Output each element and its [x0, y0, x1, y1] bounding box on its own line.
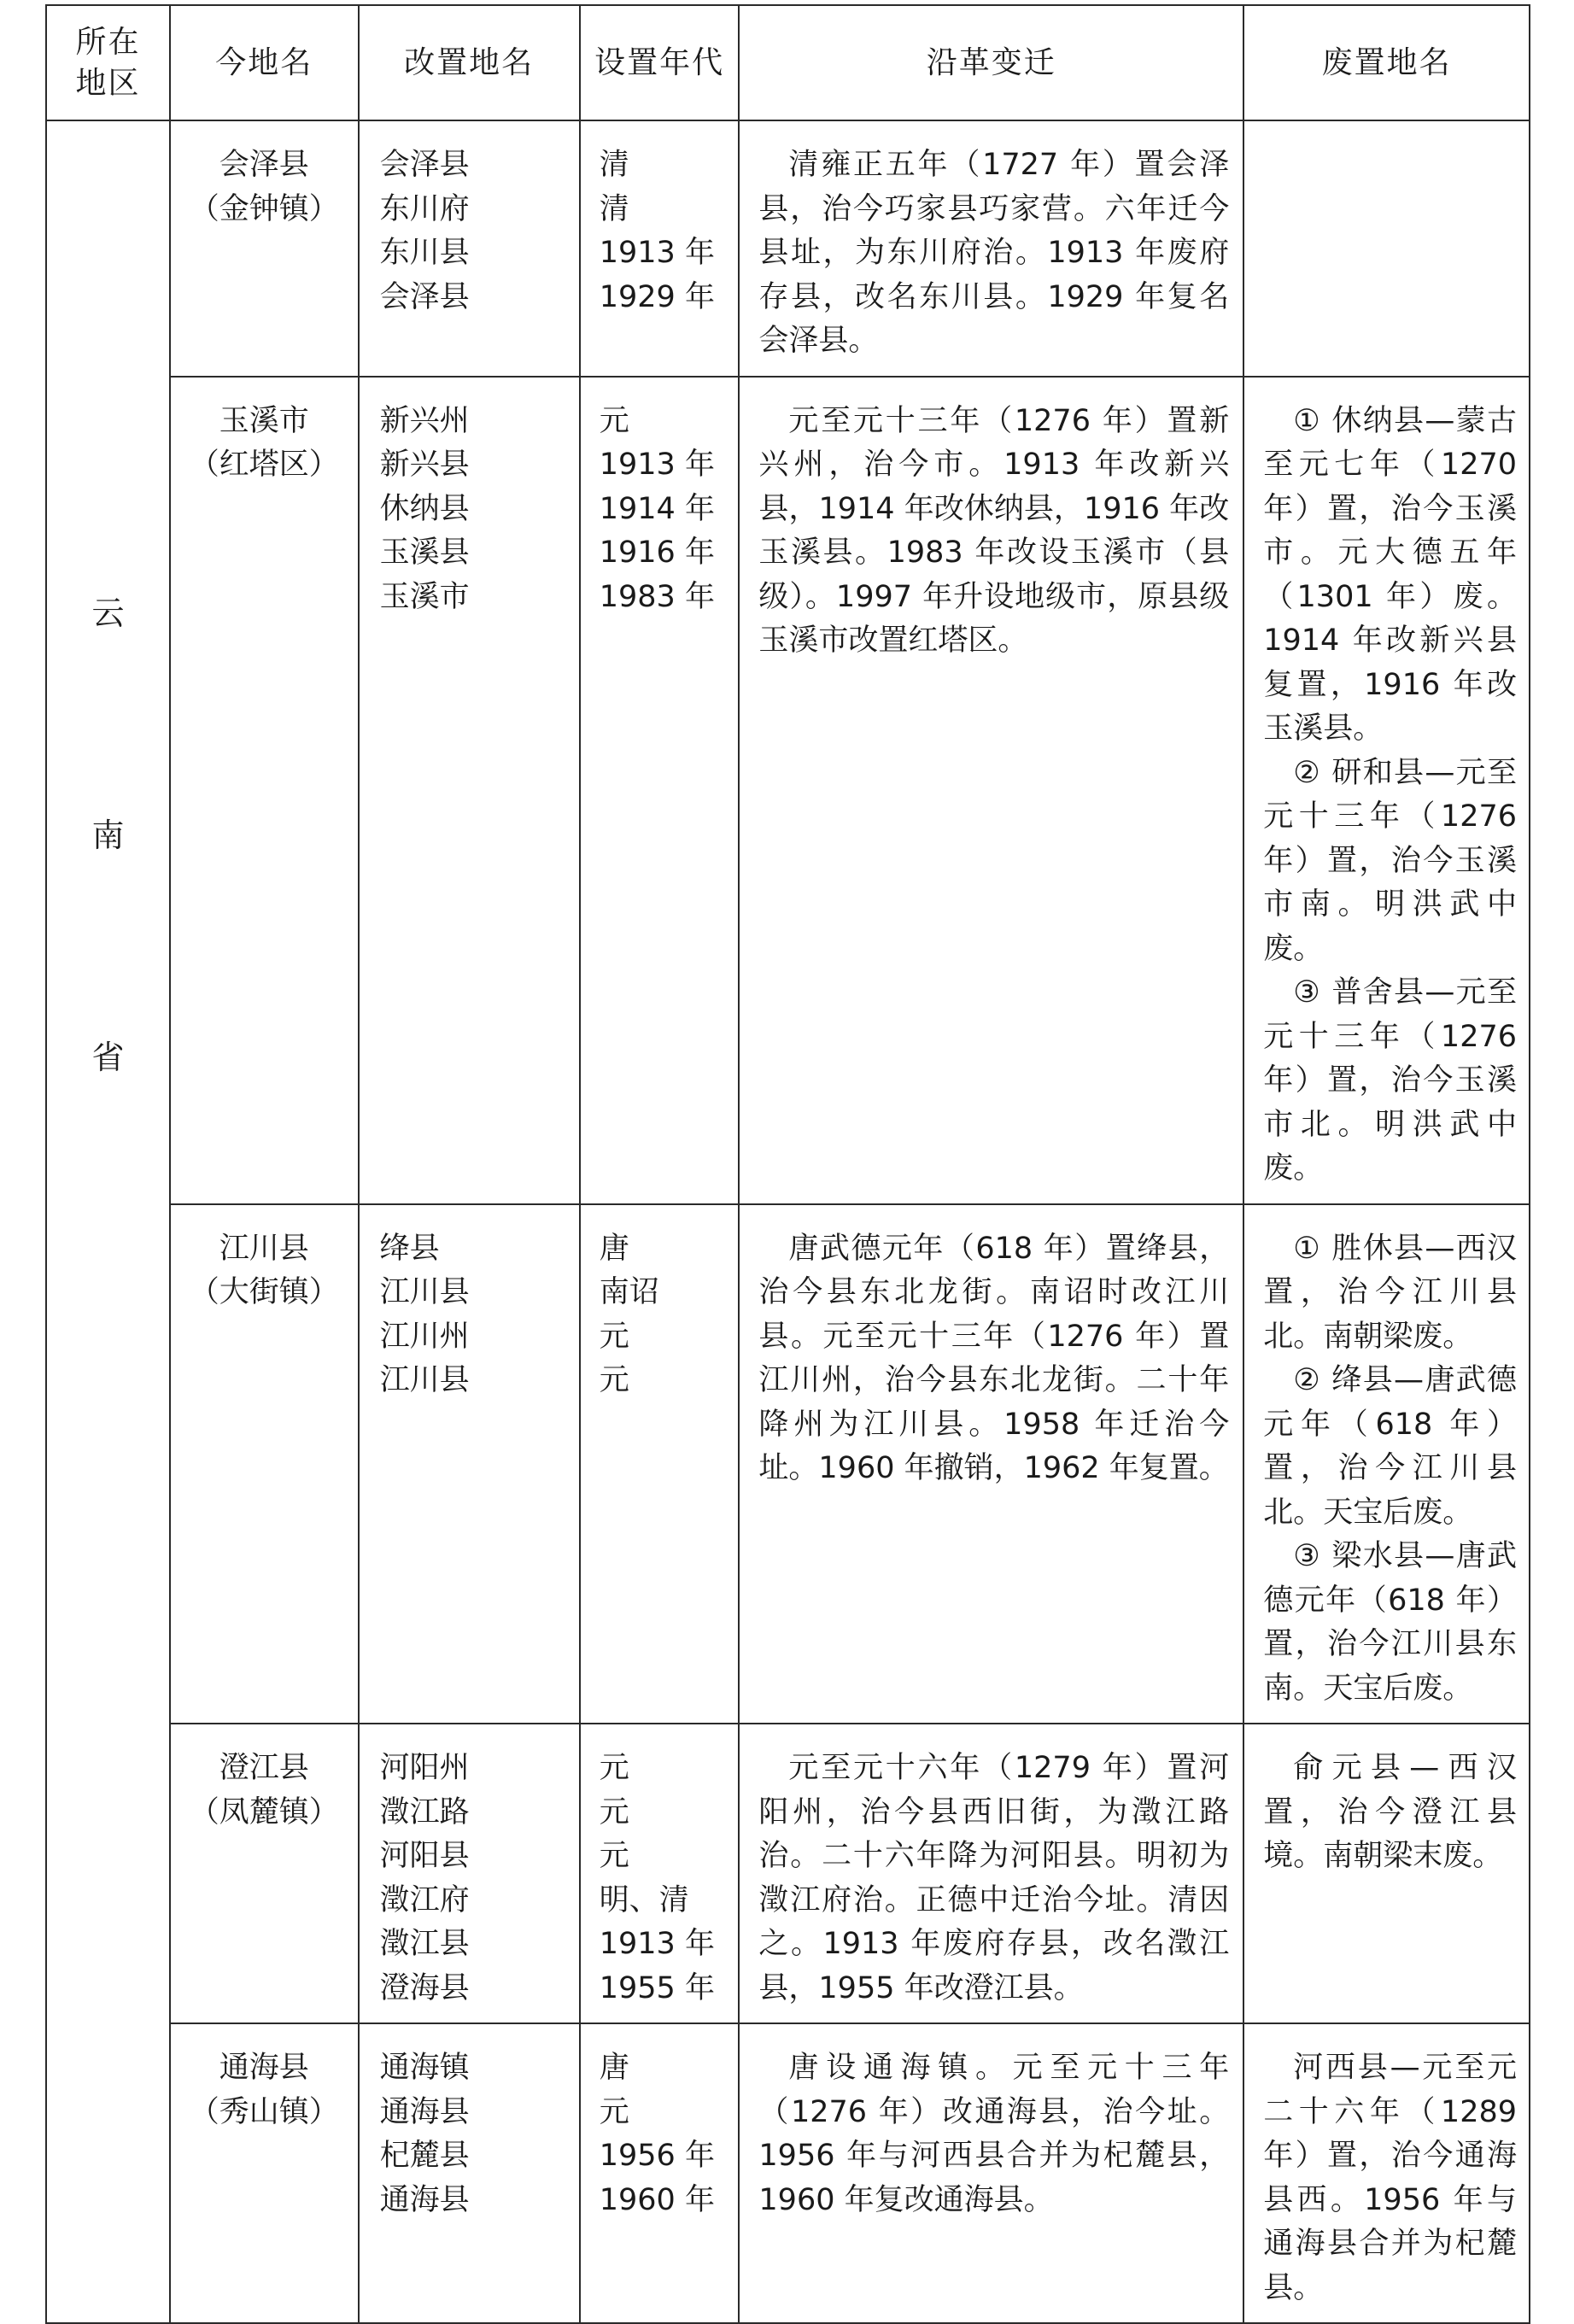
history-cell: [739, 2023, 1243, 2323]
history-text: 清雍正五年（1727 年）置会泽县，治今巧家县巧家营。六年迁今县址，为东川府治。1913 年废府存县，改名东川县。1929 年复名会泽县。: [758, 148, 1230, 358]
abolished-item: ② 研和县—元至元十三年（1276 年）置，治今玉溪市南。明洪武中废。: [1263, 755, 1517, 966]
renamed-item: 河阳县: [379, 1839, 470, 1873]
year-item: 清: [599, 191, 629, 226]
renamed-item: 玉溪县: [379, 536, 470, 570]
renamed-item: 通海镇: [379, 2051, 470, 2085]
history-cell: [739, 1204, 1243, 1724]
year-item: 元: [599, 1839, 629, 1873]
year-cell: [580, 2023, 740, 2323]
renamed-item: 通海县: [379, 2182, 470, 2217]
renamed-item: 澂江路: [379, 1794, 470, 1829]
renamed-item: 澂江府: [379, 1882, 470, 1917]
year-item: 唐: [599, 2051, 629, 2085]
table-row: [46, 120, 1530, 377]
year-item: 南诏: [599, 1275, 659, 1309]
header-region-line1: 所在: [75, 24, 141, 60]
renamed-item: 会泽县: [379, 148, 470, 182]
renamed-item: 新兴州: [379, 403, 470, 438]
county-seat: （凤麓镇）: [189, 1794, 339, 1829]
renamed-cell: [359, 120, 580, 377]
year-item: 1956 年: [599, 2139, 715, 2173]
county-seat: （红塔区）: [189, 448, 339, 482]
county-name: 通海县: [219, 2051, 309, 2085]
renamed-item: 澂江县: [379, 1927, 470, 1961]
header-region: [46, 5, 170, 120]
county-name: 江川县: [219, 1231, 309, 1266]
renamed-item: 新兴县: [379, 448, 470, 482]
renamed-item: 东川县: [379, 236, 470, 270]
county-name: 玉溪市: [219, 403, 309, 438]
year-cell: [580, 120, 740, 377]
table-row: [46, 1724, 1530, 2023]
year-cell: [580, 1724, 740, 2023]
county-seat: （秀山镇）: [189, 2094, 339, 2129]
header-current-name: 今地名: [170, 5, 359, 120]
renamed-item: 绛县: [379, 1231, 440, 1266]
year-item: 1960 年: [599, 2182, 715, 2217]
abolished-cell: [1243, 120, 1530, 377]
renamed-item: 通海县: [379, 2094, 470, 2129]
renamed-item: 休纳县: [379, 491, 470, 526]
current-name-cell: [170, 120, 359, 377]
renamed-cell: [359, 2023, 580, 2323]
current-name-cell: [170, 1724, 359, 2023]
year-cell: [580, 1204, 740, 1724]
year-item: 清: [599, 148, 629, 182]
year-item: 1955 年: [599, 1970, 715, 2005]
history-cell: [739, 120, 1243, 377]
abolished-item: 河西县—元至元二十六年（1289 年）置，治今通海县西。1956 年与通海县合并为杞麓县。: [1263, 2051, 1517, 2305]
header-history: 沿革变迁: [739, 5, 1243, 120]
renamed-item: 东川府: [379, 191, 470, 226]
year-item: 1913 年: [599, 448, 715, 482]
history-text: 元至元十三年（1276 年）置新兴州，治今市。1913 年改新兴县，1914 年改休纳县，1916 年改玉溪县。1983 年改设玉溪市（县级）。1997 年升设地级市，原县级玉溪市改置红塔区。: [758, 403, 1230, 658]
renamed-item: 江川州: [379, 1319, 470, 1354]
table-row: [46, 1204, 1530, 1724]
header-year: 设置年代: [580, 5, 740, 120]
header-abolished: 废置地名: [1243, 5, 1530, 120]
abolished-cell: [1243, 1724, 1530, 2023]
header-renamed: 改置地名: [359, 5, 580, 120]
renamed-item: 河阳州: [379, 1751, 470, 1785]
abolished-item: ③ 普舍县—元至元十三年（1276 年）置，治今玉溪市北。明洪武中废。: [1263, 975, 1517, 1185]
history-cell: [739, 1724, 1243, 2023]
gazetteer-table: [45, 4, 1530, 2324]
county-seat: （大街镇）: [189, 1275, 339, 1309]
abolished-item: ① 休纳县—蒙古至元七年（1270 年）置，治今玉溪市。元大德五年（1301 年）废。1914 年改新兴县复置，1916 年改玉溪县。: [1263, 403, 1517, 746]
year-item: 元: [599, 1751, 629, 1785]
year-item: 1913 年: [599, 236, 715, 270]
renamed-item: 玉溪市: [379, 579, 470, 614]
history-text: 元至元十六年（1279 年）置河阳州，治今县西旧街，为澂江路治。二十六年降为河阳县。明初为澂江府治。正德中迁治今址。清因之。1913 年废府存县，改名澂江县，1955 年改澄江县。: [758, 1751, 1230, 2005]
year-item: 元: [599, 1794, 629, 1829]
year-item: 1916 年: [599, 536, 715, 570]
abolished-cell: [1243, 1204, 1530, 1724]
abolished-item: ① 胜休县—西汉置，治今江川县北。南朝梁废。: [1263, 1231, 1517, 1354]
abolished-item: ③ 梁水县—唐武德元年（618 年）置，治今江川县东南。天宝后废。: [1263, 1539, 1517, 1706]
current-name-cell: [170, 1204, 359, 1724]
year-item: 唐: [599, 1231, 629, 1266]
year-item: 1929 年: [599, 279, 715, 314]
abolished-cell: [1243, 377, 1530, 1204]
year-item: 明、清: [599, 1882, 689, 1917]
renamed-item: 江川县: [379, 1363, 470, 1397]
history-text: 唐武德元年（618 年）置绛县，治今县东北龙街。南诏时改江川县。元至元十三年（1276 年）置江川州，治今县东北龙街。二十年降州为江川县。1958 年迁治今址。1960 年撤销，1962 年复置。: [758, 1231, 1230, 1485]
abolished-item: 俞元县—西汉置，治今澄江县境。南朝梁末废。: [1263, 1751, 1517, 1873]
renamed-item: 澄海县: [379, 1970, 470, 2005]
region-char: 省: [91, 1039, 125, 1076]
year-item: 1913 年: [599, 1927, 715, 1961]
region-char: 南: [91, 817, 125, 854]
renamed-item: 会泽县: [379, 279, 470, 314]
header-region-line2: 地区: [75, 65, 141, 101]
year-item: 1914 年: [599, 491, 715, 526]
renamed-cell: [359, 377, 580, 1204]
region-char: 云: [91, 594, 125, 632]
year-item: 元: [599, 2094, 629, 2129]
county-name: 澄江县: [219, 1751, 309, 1785]
region-cell: [46, 120, 170, 2323]
history-cell: [739, 377, 1243, 1204]
renamed-cell: [359, 1204, 580, 1724]
table-row: [46, 377, 1530, 1204]
renamed-item: 江川县: [379, 1275, 470, 1309]
renamed-item: 杞麓县: [379, 2139, 470, 2173]
year-cell: [580, 377, 740, 1204]
year-item: 1983 年: [599, 579, 715, 614]
header-row: [46, 5, 1530, 120]
county-seat: （金钟镇）: [189, 191, 339, 226]
current-name-cell: [170, 2023, 359, 2323]
year-item: 元: [599, 403, 629, 438]
year-item: 元: [599, 1319, 629, 1354]
year-item: 元: [599, 1363, 629, 1397]
table-row: [46, 2023, 1530, 2323]
abolished-item: ② 绛县—唐武德元年（618 年）置，治今江川县北。天宝后废。: [1263, 1363, 1517, 1530]
county-name: 会泽县: [219, 148, 309, 182]
abolished-cell: [1243, 2023, 1530, 2323]
history-text: 唐设通海镇。元至元十三年（1276 年）改通海县，治今址。1956 年与河西县合并为杞麓县，1960 年复改通海县。: [758, 2051, 1230, 2217]
renamed-cell: [359, 1724, 580, 2023]
current-name-cell: [170, 377, 359, 1204]
